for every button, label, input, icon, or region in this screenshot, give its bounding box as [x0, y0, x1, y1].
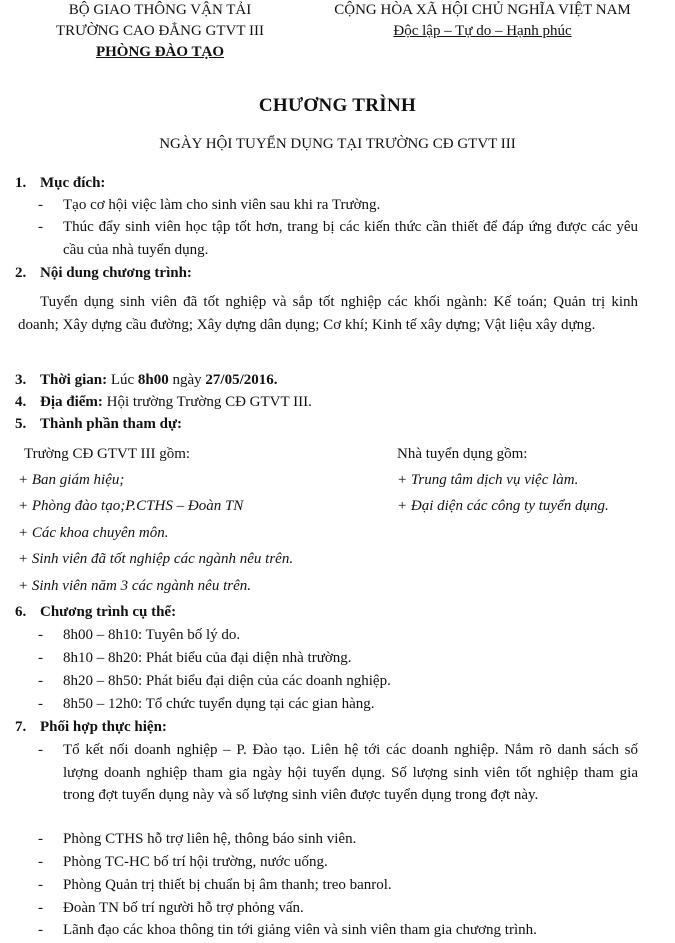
list-item: + Sinh viên năm 3 các ngành nêu trên. — [18, 578, 251, 594]
section-4-line: 4. Địa điểm: Hội trường Trường CĐ GTVT III. — [15, 394, 312, 410]
employer-participants-heading: Nhà tuyển dụng gồm: — [397, 446, 528, 462]
national-motto: Độc lập – Tự do – Hạnh phúc — [393, 23, 572, 39]
schedule-item: - 8h50 – 12h0: Tổ chức tuyển dụng tại các gian hàng. — [38, 696, 375, 712]
ministry-name: BỘ GIAO THÔNG VẬN TẢI — [68, 2, 252, 18]
document-subtitle: NGÀY HỘI TUYỂN DỤNG TẠI TRƯỜNG CĐ GTVT III — [159, 136, 516, 152]
section-5-heading: 5. Thành phần tham dự: — [15, 416, 182, 432]
section-7-heading: 7. Phối hợp thực hiện: — [15, 719, 167, 735]
list-item: - Phòng CTHS hỗ trợ liên hệ, thông báo sinh viên. — [38, 831, 357, 847]
section-2-text: Tuyển dụng sinh viên đã tốt nghiệp và sắp tốt nghiệp các khối ngành: Kế toán; Quản trị kinh doanh; Xây dựng cầu đường; Xây dựng dân dụng; Cơ khí; Kinh tế xây dựng; Vật liệu xây dựng. — [18, 294, 638, 333]
list-item: - Tổ kết nối doanh nghiệp – P. Đào tạo. Liên hệ tới các doanh nghiệp. Nắm rõ danh sách số lượng doanh nghiệp tham gia ngày hội tuyển dụng. Số lượng sinh viên tốt nghiệp tham gia trong đợt tuyển dụng này và số lượng sinh viên được tuyển dụng trong đợt này. — [38, 742, 638, 803]
list-item: - Phòng Quản trị thiết bị chuẩn bị âm thanh; treo banrol. — [38, 877, 392, 893]
list-item: + Các khoa chuyên môn. — [18, 525, 169, 541]
section-6-heading: 6. Chương trình cụ thể: — [15, 604, 177, 620]
section-2-heading: 2. Nội dung chương trình: — [15, 265, 192, 281]
document-title: CHƯƠNG TRÌNH — [258, 95, 417, 116]
national-title: CỘNG HÒA XÃ HỘI CHỦ NGHĨA VIỆT NAM — [334, 2, 631, 18]
list-item: + Trung tâm dịch vụ việc làm. — [397, 472, 579, 488]
list-item: - Phòng TC-HC bố trí hội trường, nước uống. — [38, 854, 328, 870]
section-3-line: 3. Thời gian: Lúc 8h00 ngày 27/05/2016. — [15, 372, 278, 388]
list-item: + Đại diện các công ty tuyển dụng. — [397, 498, 609, 514]
header-left — [30, 0, 290, 63]
section-1-heading: 1. Mục đích: — [15, 175, 106, 191]
header-right — [300, 0, 665, 42]
schedule-item: - 8h00 – 8h10: Tuyên bố lý do. — [38, 627, 241, 643]
department-name: PHÒNG ĐÀO TẠO — [95, 44, 225, 60]
list-item: + Sinh viên đã tốt nghiệp các ngành nêu trên. — [18, 551, 294, 567]
schedule-item: - 8h20 – 8h50: Phát biểu đại diện của các doanh nghiệp. — [38, 673, 391, 689]
list-item: - Tạo cơ hội việc làm cho sinh viên sau khi ra Trường. — [38, 197, 381, 213]
school-participants-heading: Trường CĐ GTVT III gồm: — [24, 446, 191, 462]
list-item: - Thúc đẩy sinh viên học tập tốt hơn, trang bị các kiến thức cần thiết để đáp ứng được các yêu cầu của nhà tuyển dụng. — [38, 219, 638, 258]
list-item: + Phòng đào tạo;P.CTHS – Đoàn TN — [18, 498, 244, 514]
schedule-item: - 8h10 – 8h20: Phát biểu của đại diện nhà trường. — [38, 650, 352, 666]
list-item: - Lãnh đạo các khoa thông tin tới giảng viên và sinh viên tham gia chương trình. — [38, 922, 537, 938]
list-item: + Ban giám hiệu; — [18, 472, 125, 488]
school-name: TRƯỜNG CAO ĐẲNG GTVT III — [55, 23, 264, 39]
list-item: - Đoàn TN bố trí người hỗ trợ phỏng vấn. — [38, 900, 304, 916]
